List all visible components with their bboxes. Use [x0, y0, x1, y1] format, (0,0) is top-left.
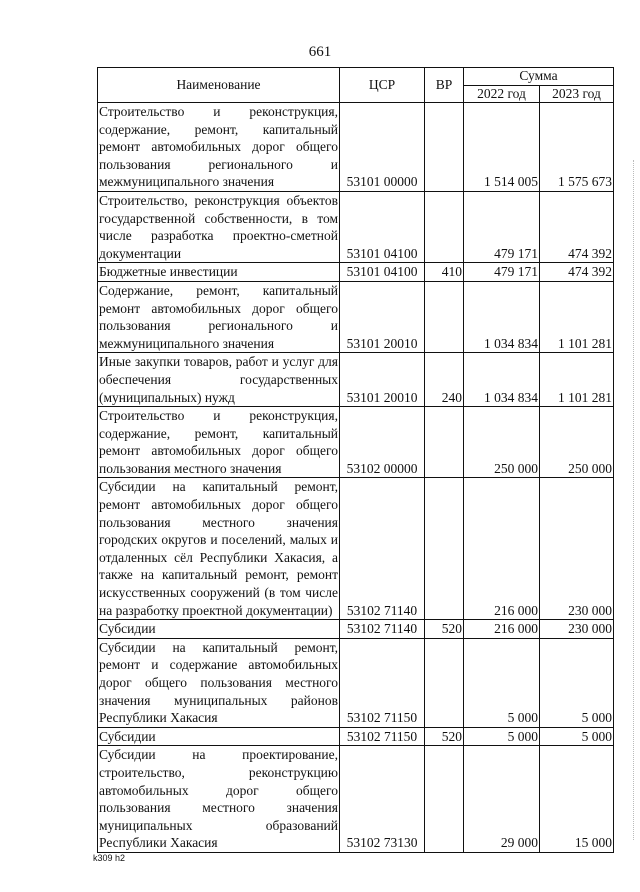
cell-2023: 250 000: [540, 407, 614, 478]
cell-name: Строительство, реконструкция объектов государственной собственности, в том числе разработка проектно-сметной документации: [98, 191, 340, 262]
cell-csr: 53102 00000: [340, 407, 425, 478]
table-row: [98, 620, 614, 639]
cell-name: Субсидии на капитальный ремонт, ремонт и содержание автомобильных дорог общего пользования местного значения муниципальных районов Республики Хакасия: [98, 638, 340, 727]
cell-vr: [425, 638, 464, 727]
cell-name: Содержание, ремонт, капитальный ремонт автомобильных дорог общего пользования регионального и межмуниципального значения: [98, 281, 340, 352]
cell-2023: 1 101 281: [540, 281, 614, 352]
cell-name: Строительство и реконструкция, содержание, ремонт, капитальный ремонт автомобильных дорог общего пользования местного значения: [98, 407, 340, 478]
cell-2022: 5 000: [464, 638, 540, 727]
table-row: [98, 281, 614, 352]
table-row: [98, 638, 614, 727]
cell-name: Субсидии: [98, 727, 340, 746]
cell-csr: 53101 20010: [340, 281, 425, 352]
cell-2023: 474 392: [540, 263, 614, 282]
scan-margin-marks: [631, 160, 634, 840]
header-vr: ВР: [425, 68, 464, 103]
header-year-2022: 2022 год: [464, 85, 540, 103]
cell-2022: 216 000: [464, 620, 540, 639]
cell-2022: 1 514 005: [464, 103, 540, 192]
header-name: Наименование: [98, 68, 340, 103]
cell-csr: 53102 71150: [340, 727, 425, 746]
cell-name: Бюджетные инвестиции: [98, 263, 340, 282]
cell-2023: 230 000: [540, 620, 614, 639]
cell-2022: 1 034 834: [464, 281, 540, 352]
cell-2022: 5 000: [464, 727, 540, 746]
cell-2023: 230 000: [540, 478, 614, 620]
cell-2023: 474 392: [540, 191, 614, 262]
table-row: [98, 478, 614, 620]
cell-vr: 520: [425, 620, 464, 639]
cell-vr: [425, 746, 464, 853]
cell-name: Иные закупки товаров, работ и услуг для обеспечения государственных (муниципальных) нужд: [98, 353, 340, 407]
cell-2023: 5 000: [540, 727, 614, 746]
cell-csr: 53101 04100: [340, 191, 425, 262]
cell-csr: 53102 73130: [340, 746, 425, 853]
cell-vr: 240: [425, 353, 464, 407]
budget-table: [97, 67, 614, 853]
cell-2023: 1 575 673: [540, 103, 614, 192]
cell-vr: [425, 191, 464, 262]
cell-csr: 53102 71140: [340, 620, 425, 639]
cell-name: Строительство и реконструкция, содержание, ремонт, капитальный ремонт автомобильных дорог общего пользования регионального и межмуниципального значения: [98, 103, 340, 192]
cell-vr: [425, 281, 464, 352]
cell-csr: 53102 71150: [340, 638, 425, 727]
cell-csr: 53101 04100: [340, 263, 425, 282]
header-sum: Сумма: [464, 68, 614, 86]
table-row: [98, 407, 614, 478]
cell-vr: 520: [425, 727, 464, 746]
cell-vr: [425, 407, 464, 478]
table-row: [98, 191, 614, 262]
cell-name: Субсидии: [98, 620, 340, 639]
table-row: [98, 353, 614, 407]
cell-2022: 1 034 834: [464, 353, 540, 407]
cell-vr: [425, 103, 464, 192]
header-year-2023: 2023 год: [540, 85, 614, 103]
cell-2023: 5 000: [540, 638, 614, 727]
table-row: [98, 727, 614, 746]
table-row: [98, 746, 614, 853]
cell-csr: 53102 71140: [340, 478, 425, 620]
table-row: [98, 103, 614, 192]
cell-2023: 15 000: [540, 746, 614, 853]
cell-name: Субсидии на капитальный ремонт, ремонт автомобильных дорог общего пользования местного значения городских округов и поселений, малых и отдаленных сёл Республики Хакасия, а также на капитальный ремонт, ремонт искусственных сооружений (в том числе на разработку проектной документации): [98, 478, 340, 620]
footer-code: k309 h2: [93, 853, 126, 863]
cell-2023: 1 101 281: [540, 353, 614, 407]
cell-name: Субсидии на проектирование, строительство, реконструкцию автомобильных дорог общего пользования местного значения муниципальных образований Республики Хакасия: [98, 746, 340, 853]
cell-vr: 410: [425, 263, 464, 282]
cell-2022: 29 000: [464, 746, 540, 853]
cell-csr: 53101 00000: [340, 103, 425, 192]
cell-2022: 250 000: [464, 407, 540, 478]
table-row: [98, 263, 614, 282]
cell-2022: 216 000: [464, 478, 540, 620]
cell-2022: 479 171: [464, 191, 540, 262]
header-csr: ЦСР: [340, 68, 425, 103]
cell-vr: [425, 478, 464, 620]
cell-csr: 53101 20010: [340, 353, 425, 407]
page-number: 661: [308, 44, 332, 60]
cell-2022: 479 171: [464, 263, 540, 282]
header-row: [98, 68, 614, 86]
table-body: [98, 103, 614, 853]
